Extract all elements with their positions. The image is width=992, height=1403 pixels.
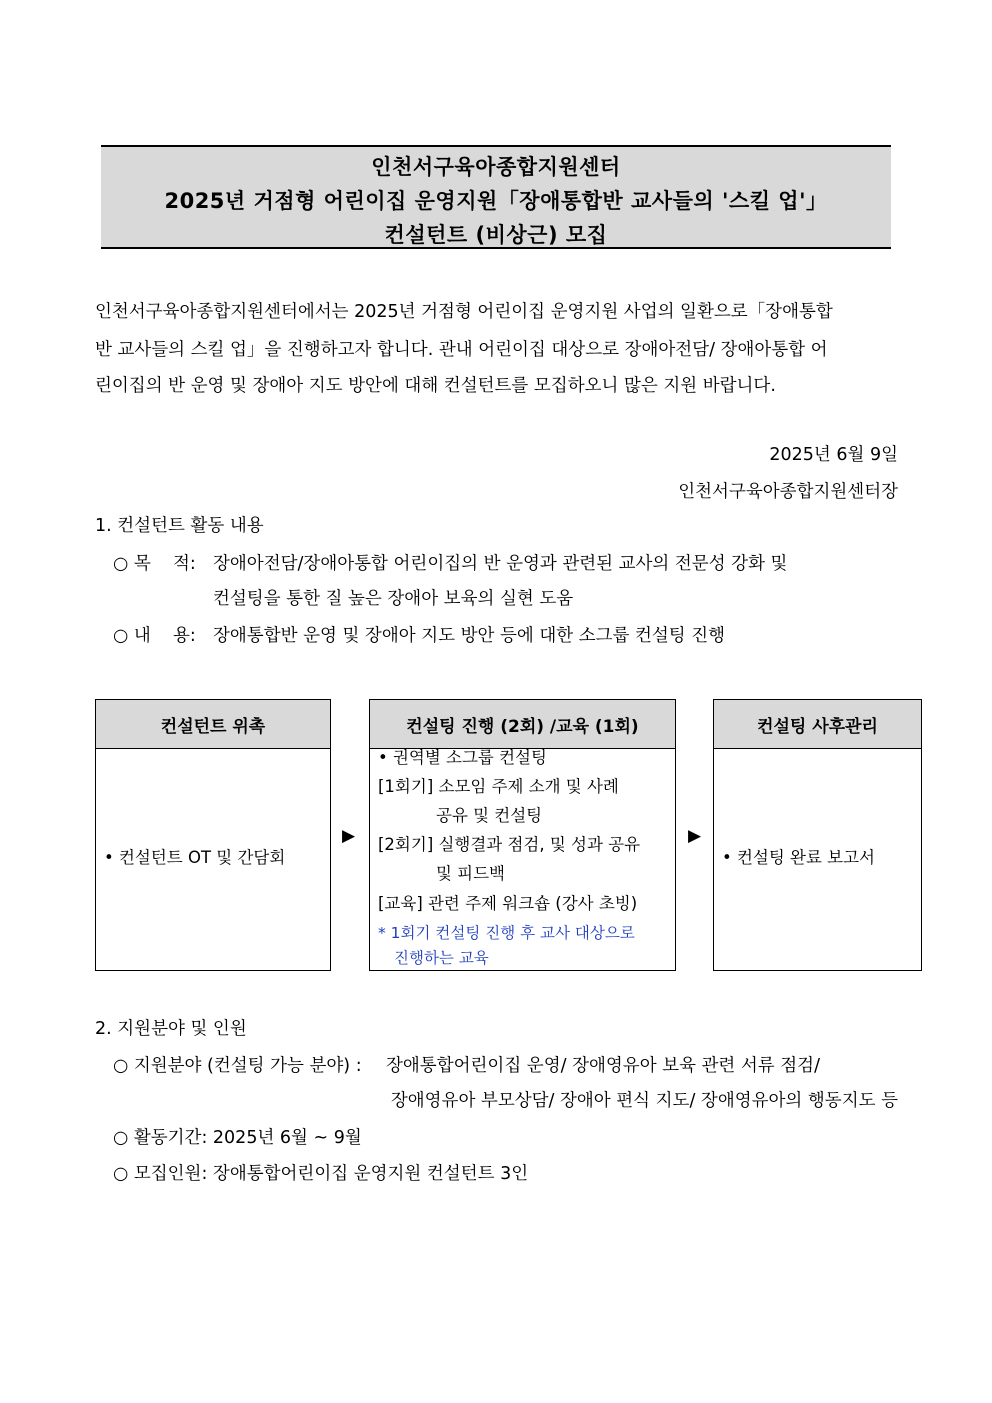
flow-box-consulting-note-1: * 1회기 컨설팅 진행 후 교사 대상으로 (378, 924, 635, 942)
field-line-1: 장애통합어린이집 운영/ 장애영유아 보육 관련 서류 점검/ (386, 1056, 820, 1076)
section2-heading: 2. 지원분야 및 인원 (95, 1019, 247, 1039)
content-text: 장애통합반 운영 및 장애아 지도 방안 등에 대한 소그룹 컨설팅 진행 (213, 626, 726, 646)
flow-box-consulting (369, 699, 676, 971)
intro-line-1: 인천서구육아종합지원센터에서는 2025년 거점형 어린이집 운영지원 사업의 일환으로「장애통합 (95, 302, 833, 322)
recruit: ○ 모집인원: 장애통합어린이집 운영지원 컨설턴트 3인 (113, 1164, 529, 1184)
content-label: ○ 내 용: (113, 626, 196, 646)
field-line-2: 장애영유아 부모상담/ 장애아 편식 지도/ 장애영유아의 행동지도 등 (390, 1091, 898, 1111)
purpose-line-2: 컨설팅을 통한 질 높은 장애아 보육의 실현 도움 (213, 589, 574, 609)
flow-box-consulting-line-3: 공유 및 컨설팅 (436, 806, 543, 825)
flow-box-appointment (95, 699, 331, 971)
period: ○ 활동기간: 2025년 6월 ~ 9월 (113, 1128, 362, 1148)
flow-box-consulting-header: 컨설팅 진행 (2회) /교육 (1회) (370, 700, 675, 749)
date: 2025년 6월 9일 (769, 445, 898, 465)
purpose-label: ○ 목 적: (113, 554, 196, 574)
section1-heading: 1. 컨설턴트 활동 내용 (95, 516, 264, 536)
flow-box-consulting-line-6: [교육] 관련 주제 워크숍 (강사 초빙) (378, 894, 638, 913)
intro-line-2: 반 교사들의 스킬 업」을 진행하고자 합니다. 관내 어린이집 대상으로 장애아전담/ 장애아통합 어 (95, 340, 828, 360)
flow-box-consulting-line-4: [2회기] 실행결과 점검, 및 성과 공유 (378, 835, 641, 854)
title-program: 2025년 거점형 어린이집 운영지원「장애통합반 교사들의 '스킬 업'」 (164, 189, 828, 213)
flow-arrow-2: ▶ (688, 826, 702, 846)
flow-box-consulting-line-1: • 권역별 소그룹 컨설팅 (378, 748, 547, 767)
intro-line-3: 린이집의 반 운영 및 장애아 지도 방안에 대해 컨설턴트를 모집하오니 많은 지원 바랍니다. (95, 376, 776, 396)
flow-box-consulting-line-2: [1회기] 소모임 주제 소개 및 사례 (378, 777, 619, 796)
field-label: ○ 지원분야 (컨설팅 가능 분야) : (113, 1056, 362, 1076)
flow-box-followup-header: 컨설팅 사후관리 (714, 700, 921, 749)
purpose-line-1: 장애아전담/장애아통합 어린이집의 반 운영과 관련된 교사의 전문성 강화 및 (213, 554, 788, 574)
flow-arrow-1: ▶ (342, 826, 356, 846)
title-center-name: 인천서구육아종합지원센터 (371, 155, 621, 179)
flow-box-appointment-header: 컨설턴트 위촉 (96, 700, 330, 749)
flow-box-followup (713, 699, 922, 971)
signer: 인천서구육아종합지원센터장 (678, 482, 898, 502)
title-recruit: 컨설턴트 (비상근) 모집 (384, 223, 608, 247)
flow-box-consulting-line-5: 및 피드백 (436, 864, 506, 883)
flow-box-consulting-note-2: 진행하는 교육 (394, 949, 489, 967)
flow-box-appointment-item: • 컨설턴트 OT 및 간담회 (104, 848, 286, 867)
flow-box-followup-item: • 컨설팅 완료 보고서 (722, 848, 875, 867)
title-banner (101, 145, 891, 249)
